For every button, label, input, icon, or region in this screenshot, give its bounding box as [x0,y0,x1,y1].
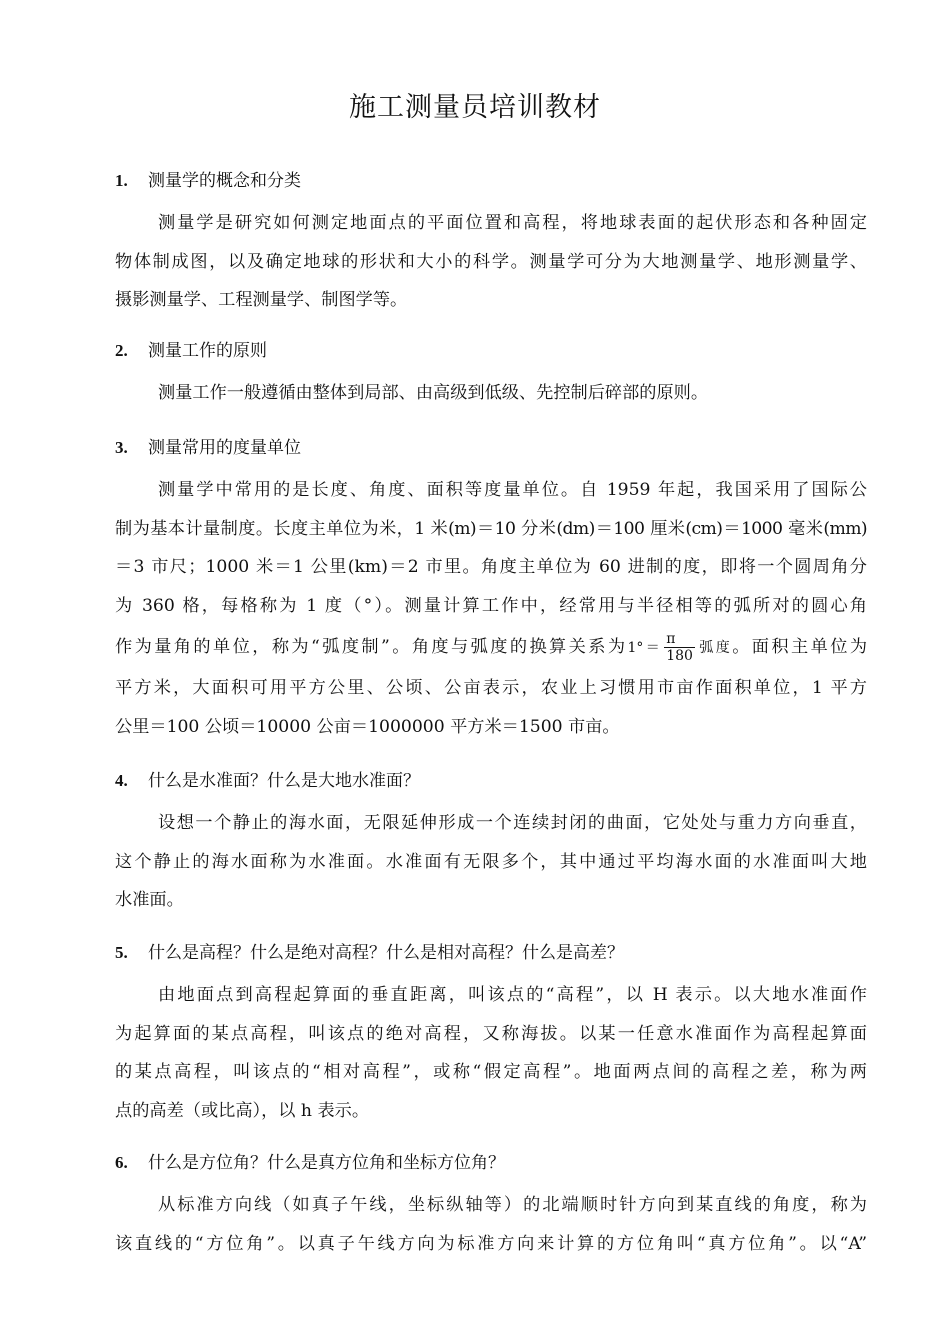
section-number: 4. [115,771,128,790]
formula-lead-text: 作为量角的单位，称为“弧度制”。角度与弧度的换算关系为 [115,637,628,657]
section-heading-text: 什么是方位角？什么是真方位角和坐标方位角？ [148,1153,505,1173]
paragraph-line-with-formula [115,625,867,669]
paragraph-line: 为起算面的某点高程，叫该点的绝对高程，又称海拔。以某一任意水准面作为高程起算面 [115,1023,867,1044]
paragraph-line: 的某点高程，叫该点的“相对高程”，或称“假定高程”。地面两点间的高程之差，称为两 [115,1062,867,1082]
paragraph-line: ＝3 市尺；1000 米＝1 公里(km)＝2 市里。角度主单位为 60 进制的度，即将一个圆周角分 [115,557,867,577]
section-heading-text: 什么是水准面？什么是大地水准面？ [148,771,420,791]
section-paragraph [115,1186,867,1263]
section-4 [115,768,867,920]
section-heading [115,1150,867,1176]
paragraph-line: 设想一个静止的海水面，无限延伸形成一个连续封闭的曲面，它处处与重力方向垂直， [158,813,867,833]
section-heading-text: 测量学的概念和分类 [148,171,301,191]
paragraph-line: 测量学中常用的是长度、角度、面积等度量单位。自 1959 年起，我国采用了国际公 [158,480,867,500]
paragraph-line: 点的高差（或比高），以 h 表示。 [115,1100,370,1121]
section-number: 3. [115,438,128,457]
paragraph-line: 该直线的“方位角”。以真子午线方向为标准方向来计算的方位角叫“真方位角”。以“A” [115,1233,867,1254]
formula-trailing-text: 。面积主单位为 [732,637,867,657]
formula-lhs: 1°＝ [627,640,663,656]
section-3 [115,435,867,746]
section-number: 6. [115,1153,128,1172]
paragraph-line: 公里＝100 公顷＝10000 公亩＝1000000 平方米＝1500 市亩。 [115,716,620,737]
paragraph-line: 制为基本计量制度。长度主单位为米，1 米(m)＝10 分米(dm)＝100 厘米(cm)＝1000 毫米(mm) [115,518,867,539]
section-paragraph [115,204,867,320]
section-heading [115,940,867,966]
paragraph-line: 测量学是研究如何测定地面点的平面位置和高程，将地球表面的起伏形态和各种固定 [158,213,867,233]
section-heading-text: 测量工作的原则 [148,341,267,361]
paragraph-line: 为 360 格，每格称为 1 度（°）。测量计算工作中，经常用与半径相等的弧所对的圆心角 [115,595,867,616]
section-paragraph [115,374,867,413]
fraction-numerator: π [664,631,695,648]
paragraph-line: 摄影测量学、工程测量学、制图学等。 [115,290,408,310]
fraction-denominator: 180 [666,648,693,664]
paragraph-line: 从标准方向线（如真子午线，坐标纵轴等）的北端顺时针方向到某直线的角度，称为 [158,1195,867,1215]
section-number: 2. [115,341,128,360]
paragraph-line: 物体制成图，以及确定地球的形状和大小的科学。测量学可分为大地测量学、地形测量学、 [115,251,867,272]
section-6 [115,1150,867,1263]
formula-unit: 弧度 [696,640,733,656]
section-5 [115,940,867,1130]
paragraph-line: 这个静止的海水面称为水准面。水准面有无限多个，其中通过平均海水面的水准面叫大地 [115,851,867,872]
section-paragraph [115,976,867,1130]
section-1 [115,168,867,320]
paragraph-line: 测量工作一般遵循由整体到局部、由高级到低级、先控制后碎部的原则。 [158,383,709,403]
section-heading [115,435,867,461]
section-heading-text: 什么是高程？什么是绝对高程？什么是相对高程？什么是高差？ [148,943,624,963]
fraction-pi-over-180 [664,631,695,664]
section-heading [115,168,867,194]
section-heading [115,338,867,364]
section-paragraph [115,471,867,746]
section-heading-text: 测量常用的度量单位 [148,438,301,458]
section-number: 1. [115,171,128,190]
section-heading [115,768,867,794]
section-number: 5. [115,943,128,962]
paragraph-line: 由地面点到高程起算面的垂直距离，叫该点的“高程”，以 H 表示。以大地水准面作 [158,985,867,1005]
document-title: 施工测量员培训教材 [349,92,601,123]
section-paragraph [115,804,867,920]
paragraph-line: 平方米，大面积可用平方公里、公顷、公亩表示，农业上习惯用市亩作面积单位，1 平方 [115,678,867,698]
section-2 [115,338,867,413]
paragraph-line: 水准面。 [115,890,184,910]
